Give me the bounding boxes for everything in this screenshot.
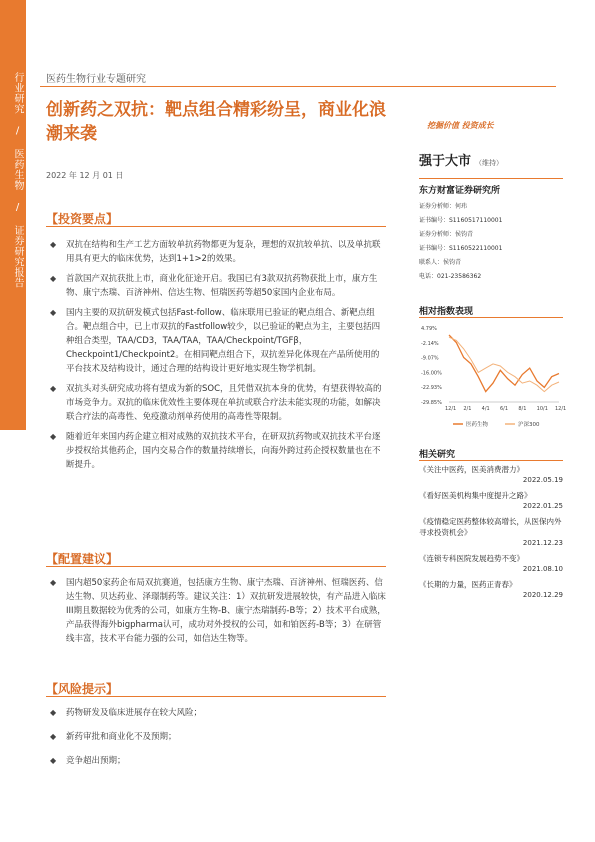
x-tick-label: 6/1 bbox=[500, 406, 509, 412]
side-bar bbox=[0, 0, 26, 842]
related-rule bbox=[419, 460, 563, 461]
bullet-item bbox=[46, 754, 386, 768]
x-tick-label: 12/1 bbox=[445, 406, 457, 412]
related-item[interactable] bbox=[419, 464, 563, 486]
series-line bbox=[449, 337, 559, 391]
bullet-item bbox=[46, 272, 386, 300]
related-item-date: 2021.08.10 bbox=[522, 565, 563, 573]
bullet-item bbox=[46, 238, 386, 266]
side-category-text: 行业研究 / 医药生物 / 证券研究报告 bbox=[12, 72, 23, 288]
section-head-text: 【风险提示】 bbox=[46, 682, 119, 696]
bullet-item bbox=[46, 306, 386, 376]
slogan: 挖掘价值 投资成长 bbox=[427, 121, 494, 130]
bullet-text: 首款国产双抗获批上市，商业化征途开启。我国已有3款双抗药物获批上市，康方生物、康宁杰瑞、百济神州、信达生物、恒瑞医药等超50家国内企业布局。 bbox=[66, 274, 378, 298]
related-title: 相关研究 bbox=[419, 450, 456, 460]
x-tick-label: 4/1 bbox=[481, 406, 490, 412]
contact-line: 证券分析师：何玮 bbox=[419, 203, 468, 210]
contact-line: 电话：021-23586362 bbox=[419, 273, 482, 280]
invest-bullets bbox=[46, 238, 386, 478]
chart-rule bbox=[419, 317, 563, 318]
y-tick-label: 4.79% bbox=[421, 326, 437, 332]
x-tick-label: 12/1 bbox=[555, 406, 567, 412]
bullet-item bbox=[46, 576, 386, 646]
bullet-text: 新药审批和商业化不及预期； bbox=[66, 732, 177, 742]
contact-line: 证书编号：S1160522110001 bbox=[419, 245, 503, 252]
y-tick-label: -16.00% bbox=[421, 370, 442, 377]
section-rule bbox=[46, 566, 386, 567]
rating-sub: （维持） bbox=[475, 159, 504, 167]
risk-bullets bbox=[46, 706, 386, 774]
related-item[interactable] bbox=[419, 490, 563, 512]
bullet-diamond-icon: ◆ bbox=[50, 308, 57, 317]
section-rule bbox=[46, 696, 386, 697]
rating-rule bbox=[419, 178, 563, 179]
related-item-title[interactable]: 《疫情稳定医药整体较高增长，从医保内外寻求投资机会》 bbox=[419, 517, 562, 537]
x-tick-label: 8/1 bbox=[518, 406, 527, 412]
legend-label: 沪深300 bbox=[518, 422, 540, 428]
rating bbox=[419, 150, 559, 169]
research-firm: 东方财富证券研究所 bbox=[419, 186, 501, 196]
report-date: 2022 年 12 月 01 日 bbox=[46, 171, 124, 180]
related-item[interactable] bbox=[419, 516, 563, 549]
report-type: 医药生物行业专题研究 bbox=[46, 74, 146, 85]
bullet-diamond-icon: ◆ bbox=[50, 578, 57, 587]
section-head-risk bbox=[46, 680, 386, 697]
y-tick-label: -22.93% bbox=[421, 385, 442, 392]
bullet-diamond-icon: ◆ bbox=[50, 384, 57, 393]
contact-line: 证书编号：S1160517110001 bbox=[419, 217, 503, 224]
page-title: 创新药之双抗：靶点组合精彩纷呈，商业化浪潮来袭 bbox=[46, 100, 386, 144]
bullet-text: 国内超50家药企布局双抗赛道，包括康方生物、康宁杰瑞、百济神州、恒瑞医药、信达生物、贝达药业、泽璟制药等。建议关注：1）双抗研发进展较快，有产品进入临床III期且数据较为优秀的公司，如康方生物-B、康宁杰瑞制药-B等；2）技术平台成熟，产品获得海外bigpharma认可，成功对外授权的公司，如和铂医药-B等；3）在研管线丰富，技术平台能力强的公司，如信达生物等。 bbox=[66, 578, 386, 644]
x-tick-label: 2/1 bbox=[463, 406, 472, 412]
bullet-diamond-icon: ◆ bbox=[50, 708, 57, 717]
bullet-diamond-icon: ◆ bbox=[50, 240, 57, 249]
y-tick-label: -29.85% bbox=[421, 400, 442, 406]
section-head-invest bbox=[46, 210, 386, 227]
relative-performance-chart bbox=[419, 322, 567, 432]
contact-line: 联系人：侯钧青 bbox=[419, 259, 462, 266]
bullet-text: 药物研发及临床进展存在较大风险； bbox=[66, 708, 203, 718]
rating-block bbox=[407, 120, 557, 280]
section-head-text: 【投资要点】 bbox=[46, 212, 119, 226]
bullet-item bbox=[46, 706, 386, 720]
bullet-diamond-icon: ◆ bbox=[50, 732, 57, 741]
legend-label: 医药生物 bbox=[466, 422, 489, 428]
series-line bbox=[449, 335, 559, 392]
bullet-item bbox=[46, 730, 386, 744]
related-item-date: 2021.12.23 bbox=[522, 539, 563, 547]
related-item-date: 2020.12.29 bbox=[522, 591, 563, 599]
bullet-item bbox=[46, 382, 386, 424]
contact-line: 证券分析师：侯钧青 bbox=[419, 231, 474, 238]
bullet-text: 双抗在结构和生产工艺方面较单抗药物都更为复杂，理想的双抗较单抗、以及单抗联用具有更大的临床优势，达到1+1>2的效果。 bbox=[66, 240, 381, 264]
related-item-date: 2022.01.25 bbox=[522, 502, 563, 510]
related-item-title[interactable]: 《看好医美机构集中度提升之路》 bbox=[419, 491, 532, 500]
bullet-diamond-icon: ◆ bbox=[50, 432, 57, 441]
related-item[interactable] bbox=[419, 579, 563, 601]
top-rule bbox=[40, 86, 556, 87]
bullet-text: 随着近年来国内药企建立相对成熟的双抗技术平台，在研双抗药物或双抗技术平台逐步授权给其他药企，国内交易合作的数量持续增长，向海外跨过药企授权数量也在不断提升。 bbox=[66, 432, 381, 470]
bullet-diamond-icon: ◆ bbox=[50, 756, 57, 765]
chart-title: 相对指数表现 bbox=[419, 307, 474, 317]
related-item-title[interactable]: 《关注中医药，医美消费潜力》 bbox=[419, 465, 524, 474]
bullet-text: 国内主要的双抗研发模式包括Fast-follow、临床联用已验证的靶点组合、新靶点组合。靶点组合中，已上市双抗的Fastfollow较少，以已验证的靶点为主，主要包括四种组合类型，TAA/CD3，TAA/TAA，TAA/Checkpoint/TGFβ，Checkpoint1/Checkpoint2。在相同靶点组合下，双抗差异化体现在产品所使用的平台技术及结构设计，通过合理的结构设计更好地实现生物学机制。 bbox=[66, 308, 381, 374]
related-item[interactable] bbox=[419, 553, 563, 575]
rating-label: 强于大市 bbox=[419, 154, 472, 169]
section-rule bbox=[46, 226, 386, 227]
related-item-title[interactable]: 《连锁专科医院发展趋势不变》 bbox=[419, 554, 524, 563]
bullet-diamond-icon: ◆ bbox=[50, 274, 57, 283]
bullet-item bbox=[46, 430, 386, 472]
y-tick-label: -9.07% bbox=[421, 355, 439, 362]
related-item-date: 2022.05.19 bbox=[522, 476, 563, 484]
bullet-text: 竞争超出预期； bbox=[66, 756, 126, 766]
config-bullets bbox=[46, 576, 386, 652]
section-head-config bbox=[46, 550, 386, 567]
bullet-text: 双抗头对头研究成功将有望成为新的SOC，且凭借双抗本身的优势，有望获得较高的市场竞争力。双抗的临床优效性主要体现在单抗或联合疗法未能实现的功能，如解决联合疗法的高毒性、免疫激动剂单药使用的高毒性等限制。 bbox=[66, 384, 382, 422]
analyst-contacts bbox=[419, 200, 563, 284]
x-tick-label: 10/1 bbox=[536, 406, 548, 412]
section-head-text: 【配置建议】 bbox=[46, 552, 119, 566]
related-item-title[interactable]: 《长期的力量，医药正青春》 bbox=[419, 580, 517, 589]
y-tick-label: -2.14% bbox=[421, 340, 439, 347]
related-list bbox=[419, 464, 563, 605]
